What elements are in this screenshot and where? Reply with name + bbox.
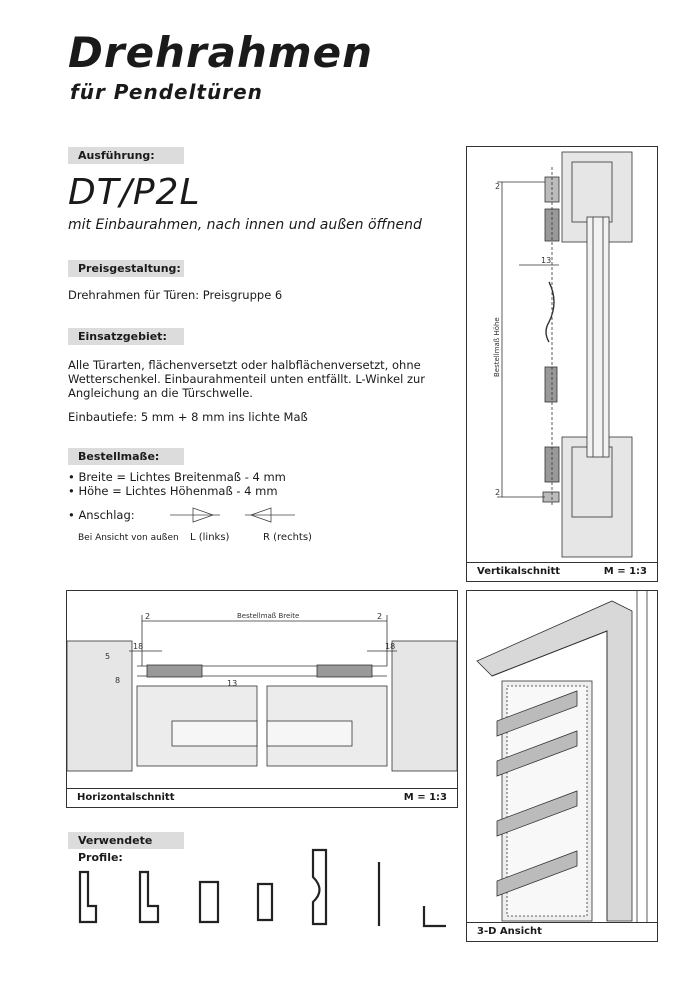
ansicht-text: Bei Ansicht von außen [78,533,179,543]
page-subtitle: für Pendeltüren [70,80,263,104]
ansicht-3d-title: 3-D Ansicht [477,926,542,937]
anschlag-symbols [165,500,325,530]
einsatz-line-3: Angleichung an die Türschwelle. [68,386,253,400]
bestellmass-hoehe: Bestellmaß Höhe [493,317,501,377]
profile-shapes [68,842,453,932]
dim-2-top: 2 [495,182,501,191]
bestellmass-breite: Bestellmaß Breite [237,612,300,620]
einsatz-line-2: Wetterschenkel. Einbaurahmenteil unten entfällt. L-Winkel zur [68,372,426,386]
section-label-ausfuehrung: Ausführung: [68,147,184,164]
vertikalschnitt-scale: M = 1:3 [603,566,647,577]
dim-5: 5 [105,652,111,661]
ansicht-3d-drawing [467,591,657,923]
ansicht-3d-caption [467,922,657,941]
dim-8: 8 [115,676,121,685]
ansicht-3d-panel [466,590,658,942]
bestell-hoehe: • Höhe = Lichtes Höhenmaß - 4 mm [68,484,278,498]
preis-text: Drehrahmen für Türen: Preisgruppe 6 [68,288,283,302]
dim-18-left: 18 [133,642,144,651]
model-name: DT/P2L [68,172,201,213]
anschlag-label: • Anschlag: [68,508,135,522]
vertikalschnitt-caption [467,562,657,581]
section-label-bestell: Bestellmaße: [68,448,184,465]
dim-2-left: 2 [145,612,151,621]
vertikalschnitt-drawing [467,147,657,563]
page-title: Drehrahmen [68,28,374,77]
section-label-profile: Verwendete Profile: [68,832,184,849]
vertikalschnitt-panel [466,146,658,582]
vertikalschnitt-title: Vertikalschnitt [477,566,561,577]
dim-2-bottom: 2 [495,488,501,497]
anschlag-links: L (links) [190,532,230,543]
horizontalschnitt-caption [67,788,457,807]
horizontalschnitt-drawing [67,591,457,789]
model-description: mit Einbaurahmen, nach innen und außen öffnend [68,217,422,233]
einsatz-line-1: Alle Türarten, flächenversetzt oder halbflächenversetzt, ohne [68,358,421,372]
section-label-preis: Preisgestaltung: [68,260,184,277]
dim-2-right: 2 [377,612,383,621]
dim-18-right: 18 [385,642,396,651]
horizontalschnitt-title: Horizontalschnitt [77,792,175,803]
horizontalschnitt-panel [66,590,458,808]
anschlag-rechts: R (rechts) [263,532,312,543]
bestell-breite: • Breite = Lichtes Breitenmaß - 4 mm [68,470,286,484]
dim-13-h: 13 [227,679,238,688]
horizontalschnitt-scale: M = 1:3 [403,792,447,803]
dim-13: 13 [541,256,552,265]
einbautiefe-text: Einbautiefe: 5 mm + 8 mm ins lichte Maß [68,410,308,424]
section-label-einsatz: Einsatzgebiet: [68,328,184,345]
